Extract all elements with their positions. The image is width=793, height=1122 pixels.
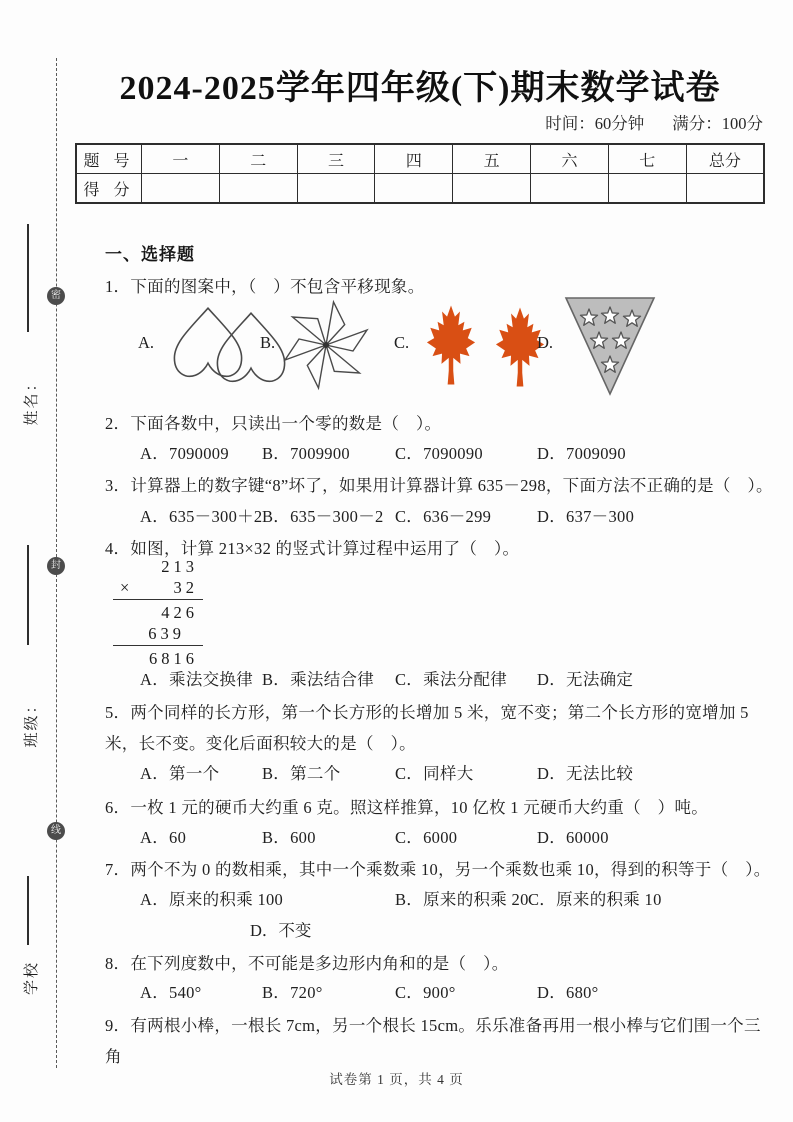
col-5: 五: [453, 144, 531, 174]
name-label: 姓名：: [24, 374, 40, 426]
q5-option-d: D．无法比较: [537, 764, 634, 783]
q1-option-b-label: B.: [260, 333, 276, 352]
col-7: 七: [608, 144, 686, 174]
q8-option-a: A．540°: [140, 983, 202, 1002]
mult-product: 6816: [149, 649, 198, 668]
score-cell: [219, 174, 297, 204]
q5-option-a: A．第一个: [140, 764, 220, 783]
mult-multiplicand: 213: [161, 557, 198, 576]
stars-triangle-figure: [561, 292, 659, 400]
question-4-stem: 4．如图，计算 213×32 的竖式计算过程中运用了（ ）。: [105, 539, 520, 558]
q4-option-b: B．乘法结合律: [262, 670, 375, 689]
mult-partial-2: 639: [148, 624, 185, 643]
q3-option-a: A．635－300＋2: [140, 507, 263, 526]
mult-partial-1: 426: [161, 603, 198, 622]
exam-meta: [545, 110, 763, 134]
school-label: 学校: [24, 961, 40, 996]
q4-option-c: C．乘法分配律: [395, 670, 508, 689]
mult-rule-2: [113, 645, 203, 646]
class-blank-line: [27, 545, 29, 645]
question-8-stem: 8．在下列度数中，不可能是多边形内角和的是（ ）。: [105, 954, 509, 973]
page-footer: 试卷第 1 页，共 4 页: [329, 1072, 464, 1087]
score-cell: [608, 174, 686, 204]
question-3-stem: 3．计算器上的数字键“8”坏了，如果用计算器计算 635－298，下面方法不正确的是（ ）。: [105, 476, 773, 495]
mult-rule-1: [113, 599, 203, 600]
mult-multiplier: 32: [173, 578, 198, 597]
question-5-options: [140, 760, 775, 784]
q6-option-d: D．60000: [537, 828, 609, 847]
score-cell: [453, 174, 531, 204]
school-blank-line: [27, 876, 29, 945]
seal-char-xian: 线: [47, 822, 65, 840]
question-2-options: [140, 440, 775, 464]
question-number-label: 题 号: [76, 144, 142, 174]
q7-option-a: A．原来的积乘 100: [140, 890, 284, 909]
q6-option-b: B．600: [262, 828, 316, 847]
score-row: [76, 174, 764, 204]
q6-option-a: A．60: [140, 828, 187, 847]
col-4: 四: [375, 144, 453, 174]
q6-option-c: C．6000: [395, 828, 458, 847]
q5-option-c: C．同样大: [395, 764, 474, 783]
question-6-options: [140, 824, 775, 848]
full-score-value: 100分: [721, 114, 763, 133]
question-5-stem: 5．两个同样的长方形，第一个长方形的长增加 5 米，宽不变；第二个长方形的宽增加 5 米，长不变。变化后面积较大的是（ ）。: [105, 703, 749, 753]
question-1-stem: 1．下面的图案中，（ ）不包含平移现象。: [105, 277, 425, 296]
q2-option-b: B．7009900: [262, 444, 350, 463]
col-1: 一: [142, 144, 220, 174]
question-7-options-row1: [140, 886, 775, 910]
question-3-options: [140, 503, 775, 527]
col-total: 总分: [686, 144, 764, 174]
q1-option-d-label: D.: [537, 333, 554, 352]
section-title: 一、选择题: [105, 245, 195, 264]
full-score-label: 满分：: [672, 114, 722, 133]
time-label: 时间：: [545, 114, 595, 133]
col-2: 二: [219, 144, 297, 174]
score-cell: [686, 174, 764, 204]
q3-option-d: D．637－300: [537, 507, 635, 526]
question-7-stem: 7．两个不为 0 的数相乘，其中一个乘数乘 10，另一个乘数也乘 10，得到的积等于（ ）。: [105, 860, 771, 879]
hearts-figure: [164, 300, 296, 392]
q7-option-b: B．原来的积乘 20: [395, 890, 529, 909]
col-3: 三: [297, 144, 375, 174]
multiply-sign: ×: [120, 578, 130, 597]
question-8-options: [140, 979, 775, 1003]
time-value: 60分钟: [594, 114, 645, 133]
col-6: 六: [531, 144, 609, 174]
question-6-stem: 6．一枚 1 元的硬币大约重 6 克。照这样推算，10 亿枚 1 元硬币大约重（ ）吨。: [105, 798, 709, 817]
q1-option-a-label: A.: [138, 333, 155, 352]
name-blank-line: [27, 224, 29, 332]
vertical-multiplication: [118, 556, 198, 669]
question-9-stem: 9．有两根小棒，一根长 7cm，另一个根长 15cm。乐乐准备再用一根小棒与它们围一个三角: [105, 1016, 761, 1066]
question-4-options: [140, 666, 775, 690]
pinwheel-center-dot: [323, 342, 329, 348]
q7-option-c: C．原来的积乘 10: [528, 890, 662, 909]
q3-option-c: C．636－299: [395, 507, 492, 526]
q1-option-c-label: C.: [394, 333, 410, 352]
q5-option-b: B．第二个: [262, 764, 341, 783]
q8-option-d: D．680°: [537, 983, 599, 1002]
q8-option-c: C．900°: [395, 983, 456, 1002]
q2-option-a: A．7090009: [140, 444, 229, 463]
q7-option-d: D．不变: [250, 921, 312, 940]
q4-option-a: A．乘法交换律: [140, 670, 254, 689]
q2-option-d: D．7009090: [537, 444, 626, 463]
question-2-stem: 2．下面各数中，只读出一个零的数是（ ）。: [105, 414, 442, 433]
score-cell: [375, 174, 453, 204]
maple-leaves-figure: [423, 302, 549, 387]
class-label: 班级：: [24, 696, 40, 748]
score-label: 得 分: [76, 174, 142, 204]
score-table: [75, 143, 765, 204]
q4-option-d: D．无法确定: [537, 670, 634, 689]
score-cell: [142, 174, 220, 204]
q2-option-c: C．7090090: [395, 444, 483, 463]
q3-option-b: B．635－300－2: [262, 507, 384, 526]
score-cell: [531, 174, 609, 204]
score-cell: [297, 174, 375, 204]
page-title: 2024-2025学年四年级(下)期末数学试卷: [119, 70, 721, 107]
question-number-row: [76, 144, 764, 174]
seal-char-feng: 封: [47, 557, 65, 575]
seal-char-mi: 密: [47, 287, 65, 305]
q8-option-b: B．720°: [262, 983, 323, 1002]
pinwheel-figure: [283, 294, 369, 398]
